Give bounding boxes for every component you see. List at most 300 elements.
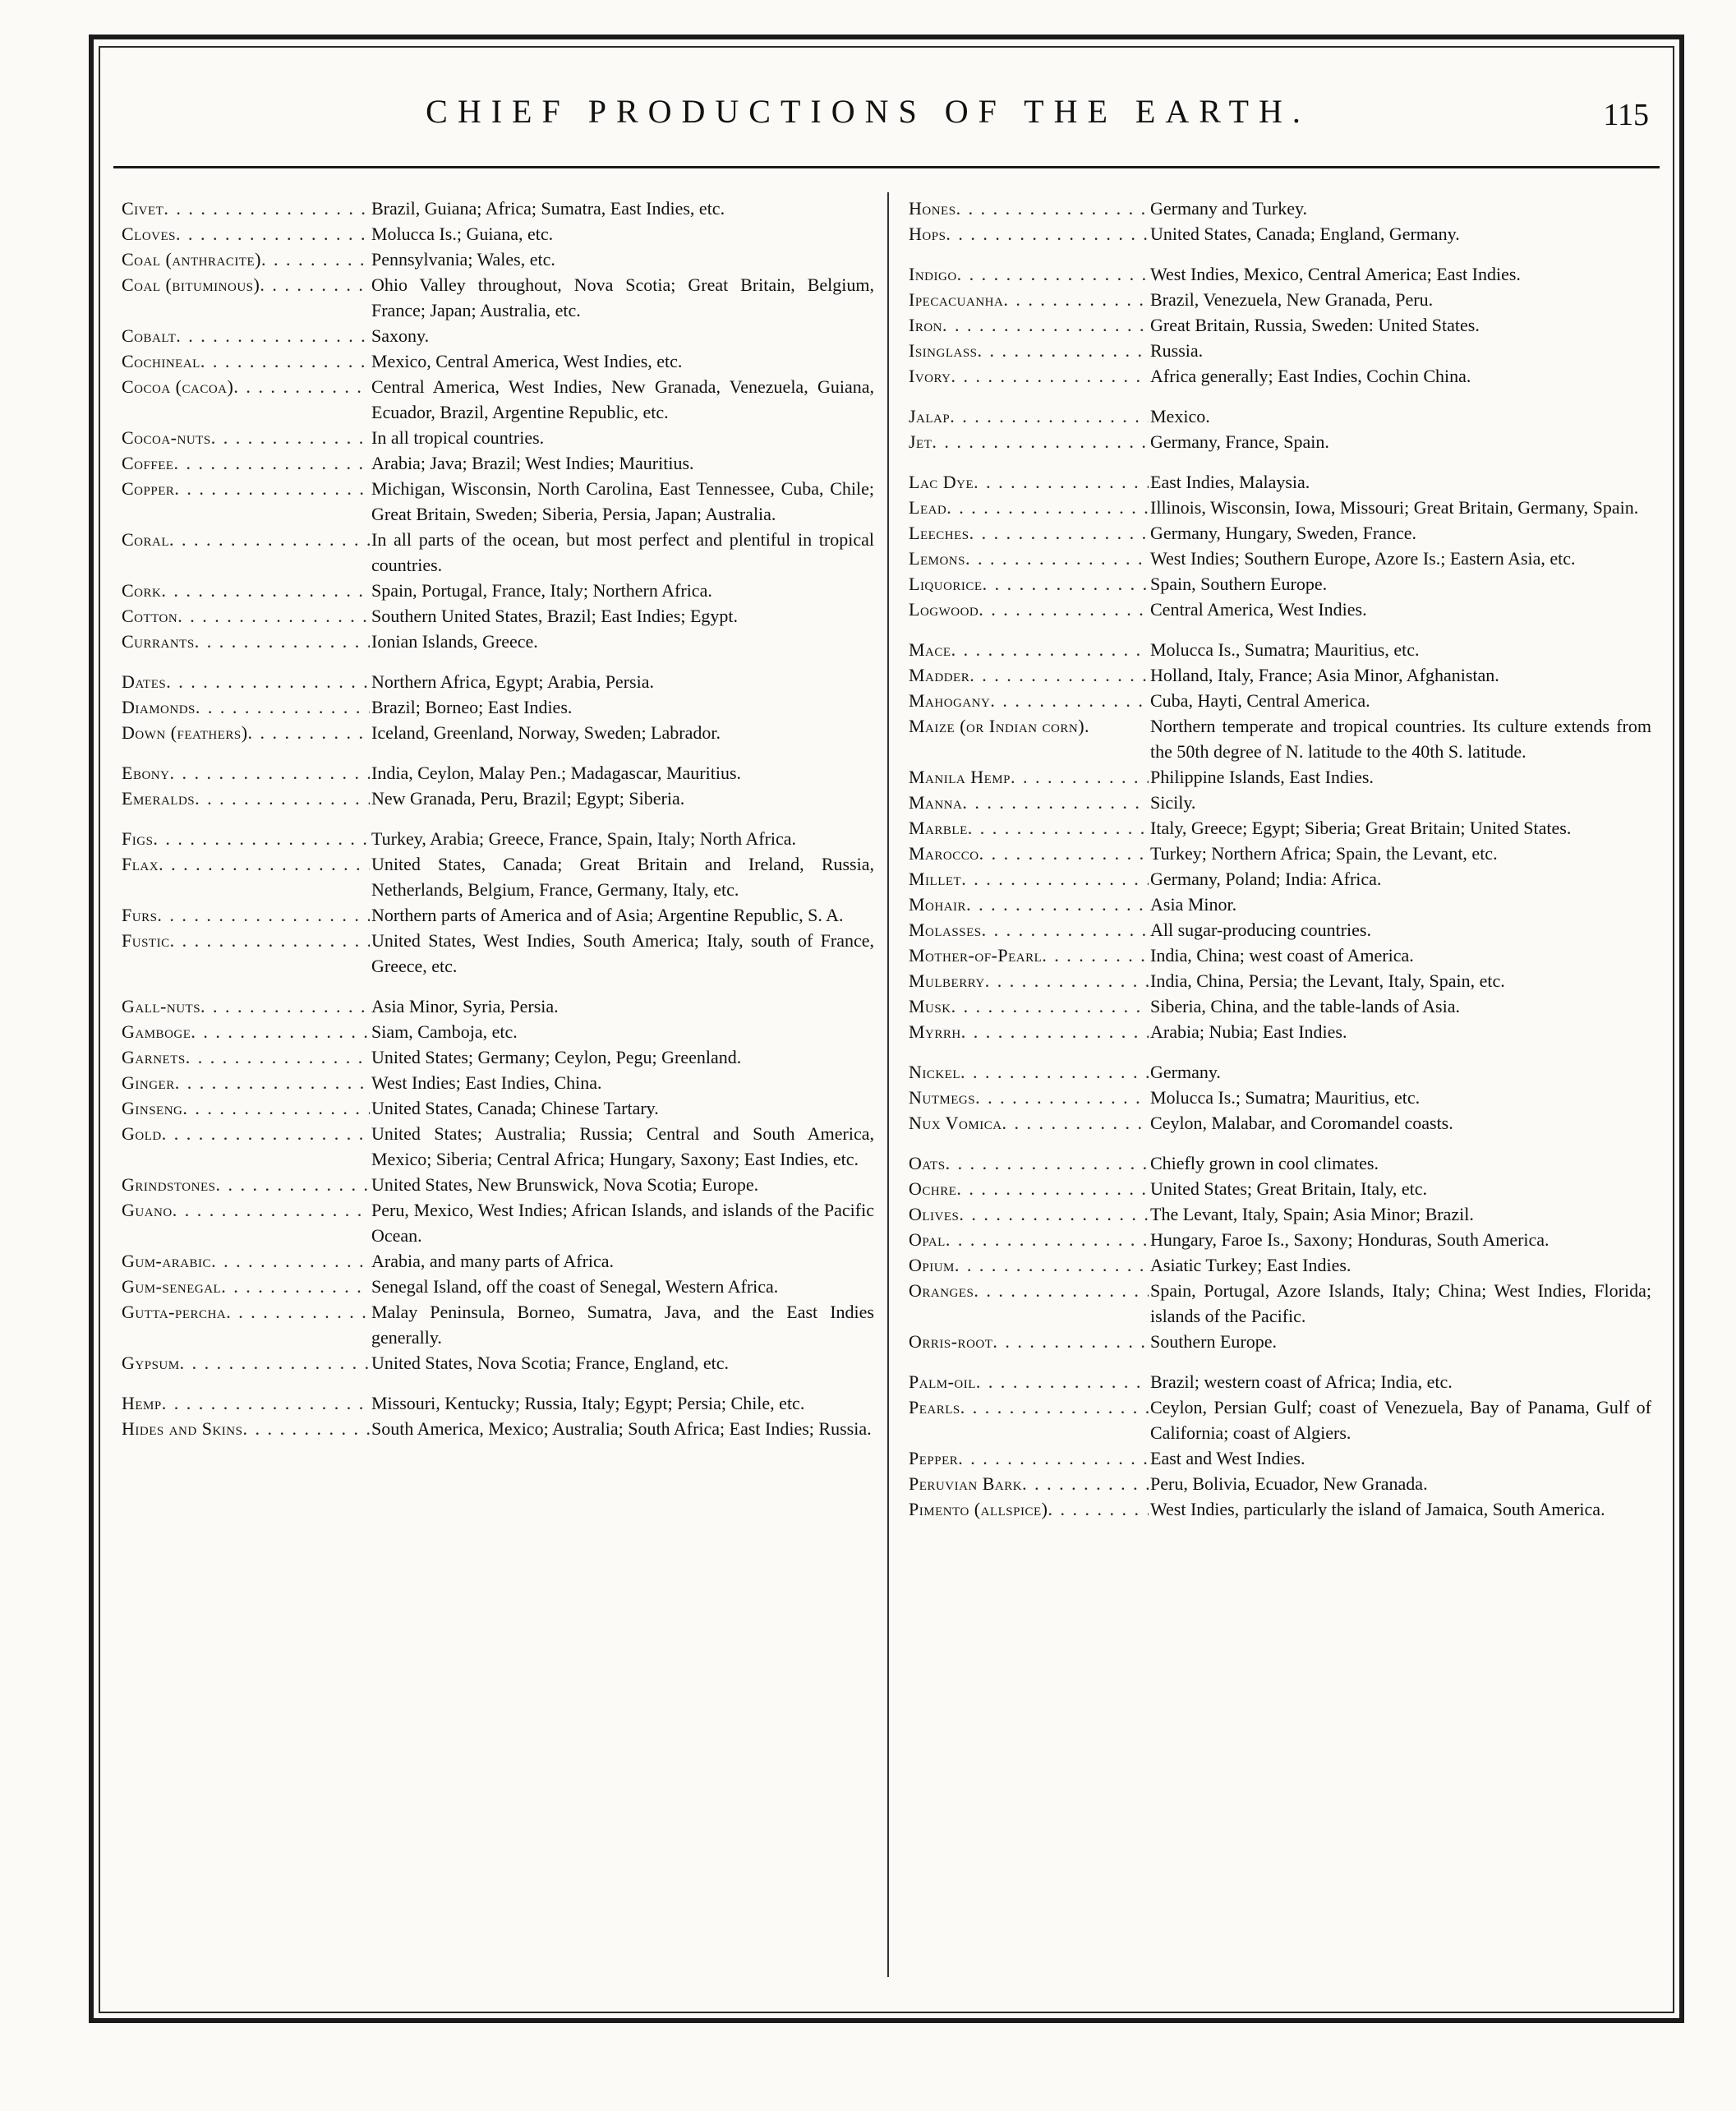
entry-term-cell	[122, 603, 370, 629]
entry-term-cell	[909, 546, 1149, 571]
entry-description: Spain, Southern Europe.	[1150, 574, 1328, 594]
entry-description: United States, Canada; Great Britain and Ireland, Russia, Netherlands, Belgium, France, Germany, Italy, etc.	[371, 854, 874, 900]
entry-description: Southern Europe.	[1150, 1331, 1277, 1352]
leader-dots	[159, 851, 370, 902]
entry-term: Jalap	[909, 406, 951, 426]
production-entry	[909, 1329, 1651, 1354]
entry-description: United States, Canada; Chinese Tartary.	[371, 1098, 659, 1118]
entry-term-cell	[909, 815, 1149, 841]
entry-term: Logwood	[909, 599, 979, 620]
entry-description: Africa generally; East Indies, Cochin China.	[1150, 366, 1471, 386]
entry-term: Jet	[909, 431, 932, 452]
leader-dots	[956, 1176, 1149, 1201]
entry-description: Russia.	[1150, 340, 1204, 361]
leader-dots	[221, 1274, 370, 1299]
entry-term-cell	[909, 662, 1149, 688]
entry-description: West Indies, Mexico, Central America; East Indies.	[1150, 264, 1521, 284]
leader-dots	[174, 450, 370, 476]
entry-term: Manna	[909, 792, 963, 813]
entry-term-cell	[909, 312, 1149, 338]
production-entry	[909, 287, 1651, 312]
production-entry	[122, 1390, 874, 1416]
entry-description: Arabia; Nubia; East Indies.	[1150, 1021, 1347, 1042]
entry-description: Brazil, Guiana; Africa; Sumatra, East Indies, etc.	[371, 198, 725, 219]
entry-term: Liquorice	[909, 574, 983, 594]
entry-description: Arabia; Java; Brazil; West Indies; Mauritius.	[371, 453, 694, 473]
entry-description: Hungary, Faroe Is., Saxony; Honduras, South America.	[1150, 1229, 1550, 1250]
leader-dots	[215, 1172, 370, 1197]
leader-dots	[248, 720, 370, 745]
entry-term-cell	[122, 694, 370, 720]
production-entry	[909, 546, 1651, 571]
entry-description: East and West Indies.	[1150, 1448, 1305, 1468]
entry-term: Currants	[122, 631, 195, 652]
production-entry	[122, 629, 874, 654]
entry-term: Cochineal	[122, 351, 200, 371]
entry-term: Ipecacuanha	[909, 289, 1004, 310]
production-entry	[122, 851, 874, 902]
entry-description: Northern parts of America and of Asia; Argentine Republic, S. A.	[371, 905, 844, 925]
production-entry	[122, 1121, 874, 1172]
leader-dots	[153, 826, 370, 851]
entry-term-cell	[909, 1227, 1149, 1252]
production-entry	[909, 790, 1651, 815]
entry-term: Cloves	[122, 224, 177, 244]
entry-description: Saxony.	[371, 325, 430, 346]
entry-term-cell	[909, 1445, 1149, 1471]
entry-description: Germany, France, Spain.	[1150, 431, 1329, 452]
entry-term-cell	[909, 993, 1149, 1019]
entry-description: United States, Nova Scotia; France, England, etc.	[371, 1353, 729, 1373]
entry-term: Cocoa (cacoa)	[122, 376, 234, 397]
production-entry	[909, 520, 1651, 546]
entry-term-cell	[909, 1085, 1149, 1110]
entry-term: Furs	[122, 905, 158, 925]
entry-term: Mace	[909, 639, 951, 660]
leader-dots	[932, 429, 1149, 454]
entry-description: Malay Peninsula, Borneo, Sumatra, Java, and the East Indies generally.	[371, 1302, 874, 1348]
entry-term-cell	[122, 760, 370, 786]
entry-description: Chiefly grown in cool climates.	[1150, 1153, 1379, 1173]
entry-term-cell	[909, 287, 1149, 312]
entry-description: Great Britain, Russia, Sweden: United States.	[1150, 315, 1480, 335]
leader-dots	[186, 1044, 370, 1070]
entry-term: Cobalt	[122, 325, 177, 346]
entry-term-cell	[122, 928, 370, 979]
entry-term: Indigo	[909, 264, 957, 284]
leader-dots	[946, 1227, 1149, 1252]
entry-description: Mexico.	[1150, 406, 1210, 426]
entry-term: Leeches	[909, 523, 969, 543]
leader-dots	[955, 1252, 1149, 1278]
header-rule	[113, 166, 1660, 168]
entry-term-cell	[909, 790, 1149, 815]
entry-term: Down (feathers)	[122, 722, 248, 743]
entry-term-cell	[909, 1496, 1149, 1522]
entry-description: The Levant, Italy, Spain; Asia Minor; Brazil.	[1150, 1204, 1474, 1224]
entry-description: Germany.	[1150, 1062, 1221, 1082]
entry-description: Brazil, Venezuela, New Granada, Peru.	[1150, 289, 1434, 310]
leader-dots	[976, 1369, 1149, 1394]
entry-description: Siam, Camboja, etc.	[371, 1021, 518, 1042]
production-entry	[909, 495, 1651, 520]
entry-term-cell	[909, 713, 1149, 764]
entry-description: Turkey; Northern Africa; Spain, the Levant, etc.	[1150, 843, 1498, 864]
leader-dots	[1048, 1496, 1149, 1522]
production-entry	[122, 902, 874, 928]
leader-dots	[162, 1121, 370, 1172]
entry-term-cell	[909, 892, 1149, 917]
entry-term-cell	[122, 669, 370, 694]
entry-term: Lac Dye	[909, 472, 974, 492]
entry-term: Ebony	[122, 763, 170, 783]
entry-description: Italy, Greece; Egypt; Siberia; Great Britain; United States.	[1150, 818, 1572, 838]
production-entry	[909, 1278, 1651, 1329]
entry-term-cell	[909, 943, 1149, 968]
leader-dots	[191, 1019, 370, 1044]
entry-description: South America, Mexico; Australia; South Africa; East Indies; Russia.	[371, 1418, 872, 1439]
leader-dots	[176, 323, 370, 348]
entry-term: Oats	[909, 1153, 946, 1173]
production-entry	[122, 374, 874, 425]
leader-dots	[162, 1390, 370, 1416]
entry-description: Philippine Islands, East Indies.	[1150, 767, 1374, 787]
entry-term-cell	[909, 363, 1149, 389]
production-entry	[122, 450, 874, 476]
entry-term-cell	[122, 374, 370, 425]
production-entry	[909, 968, 1651, 993]
entry-description: East Indies, Malaysia.	[1150, 472, 1310, 492]
entry-term: Cork	[122, 580, 162, 601]
production-entry	[909, 943, 1651, 968]
entry-description: Germany, Poland; India: Africa.	[1150, 869, 1382, 889]
leader-dots	[211, 1248, 370, 1274]
entry-term-cell	[122, 1044, 370, 1070]
production-entry	[122, 476, 874, 527]
leader-dots	[175, 1070, 370, 1095]
production-entry	[909, 713, 1651, 764]
entry-term-cell	[909, 196, 1149, 221]
leader-dots	[942, 312, 1149, 338]
entry-term: Orris-root	[909, 1331, 993, 1352]
entry-term-cell	[909, 1059, 1149, 1085]
entry-term: Coffee	[122, 453, 174, 473]
leader-dots	[978, 338, 1149, 363]
entry-term-cell	[122, 247, 370, 272]
entry-term-cell	[909, 1176, 1149, 1201]
production-entry	[122, 786, 874, 811]
entry-description: United States; Great Britain, Italy, etc.	[1150, 1178, 1428, 1199]
production-entry	[909, 571, 1651, 597]
entry-term: Gold	[122, 1123, 162, 1144]
entry-description: In all tropical countries.	[371, 427, 545, 448]
entry-term-cell	[909, 520, 1149, 546]
entry-description: Northern Africa, Egypt; Arabia, Persia.	[371, 671, 654, 692]
leader-dots	[959, 1201, 1149, 1227]
entry-term: Millet	[909, 869, 962, 889]
leader-dots	[260, 272, 370, 323]
entry-term: Gall-nuts	[122, 996, 201, 1016]
entry-description: All sugar-producing countries.	[1150, 920, 1371, 940]
entry-term: Coal (anthracite)	[122, 249, 261, 270]
entry-term-cell	[122, 1197, 370, 1248]
entry-term: Hones	[909, 198, 956, 219]
entry-term: Manila Hemp	[909, 767, 1011, 787]
entry-description: Molucca Is.; Sumatra; Mauritius, etc.	[1150, 1087, 1421, 1108]
entry-term-cell	[122, 851, 370, 902]
production-entry	[122, 1350, 874, 1376]
leader-dots	[961, 866, 1149, 892]
production-entry	[122, 826, 874, 851]
production-entry	[909, 815, 1651, 841]
entry-description: United States, New Brunswick, Nova Scotia; Europe.	[371, 1174, 759, 1195]
entry-term-cell	[122, 425, 370, 450]
leader-dots	[951, 993, 1149, 1019]
column-divider	[887, 192, 889, 1977]
leader-dots	[958, 1445, 1149, 1471]
entry-term-cell	[909, 1329, 1149, 1354]
entry-term: Ginger	[122, 1072, 175, 1093]
entry-term: Iron	[909, 315, 942, 335]
entry-term: Dates	[122, 671, 167, 692]
entry-description: Peru, Mexico, West Indies; African Islands, and islands of the Pacific Ocean.	[371, 1200, 874, 1246]
leader-dots	[965, 546, 1149, 571]
leader-dots	[163, 196, 370, 221]
leader-dots	[180, 1350, 370, 1376]
production-entry	[909, 1471, 1651, 1496]
production-entry	[909, 1176, 1651, 1201]
production-entry	[122, 760, 874, 786]
entry-description: United States; Australia; Russia; Central and South America, Mexico; Siberia; Central Africa; Hungary, Saxony; East Indies, etc.	[371, 1123, 874, 1169]
entry-description: West Indies; East Indies, China.	[371, 1072, 602, 1093]
production-entry	[909, 196, 1651, 221]
production-entry	[122, 425, 874, 450]
production-entry	[909, 1110, 1651, 1136]
entry-description: India, China; west coast of America.	[1150, 945, 1414, 966]
leader-dots	[226, 1299, 370, 1350]
leader-dots	[177, 603, 370, 629]
entry-term-cell	[909, 597, 1149, 622]
entry-description: Cuba, Hayti, Central America.	[1150, 690, 1370, 711]
production-entry	[909, 312, 1651, 338]
production-entry	[909, 866, 1651, 892]
entry-term-cell	[909, 764, 1149, 790]
entry-description: Asia Minor, Syria, Persia.	[371, 996, 559, 1016]
production-entry	[122, 1299, 874, 1350]
production-entry	[909, 1252, 1651, 1278]
entry-description: Spain, Portugal, Azore Islands, Italy; China; West Indies, Florida; islands of the Pacific.	[1150, 1280, 1651, 1326]
leader-dots	[950, 403, 1149, 429]
entry-term: Nux Vomica	[909, 1113, 1002, 1133]
entry-description: India, China, Persia; the Levant, Italy, Spain, etc.	[1150, 970, 1505, 991]
leader-dots	[261, 247, 370, 272]
entry-description: Southern United States, Brazil; East Indies; Egypt.	[371, 606, 739, 626]
production-entry	[909, 221, 1651, 247]
entry-term-cell	[122, 450, 370, 476]
entry-term: Peruvian Bark	[909, 1473, 1023, 1494]
entry-term-cell	[909, 1150, 1149, 1176]
leader-dots	[969, 520, 1149, 546]
entry-description: Asia Minor.	[1150, 894, 1237, 915]
entry-description: Asiatic Turkey; East Indies.	[1150, 1255, 1352, 1275]
entry-term-cell	[122, 1248, 370, 1274]
production-entry	[909, 1201, 1651, 1227]
entry-term: Hops	[909, 224, 946, 244]
entry-term-cell	[909, 968, 1149, 993]
entry-term-cell	[122, 1121, 370, 1172]
leader-dots	[242, 1416, 370, 1441]
entry-description: Central America, West Indies, New Granada, Venezuela, Guiana, Ecuador, Brazil, Argentine Republic, etc.	[371, 376, 874, 422]
entry-term-cell	[122, 720, 370, 745]
entry-term-cell	[122, 902, 370, 928]
production-entry	[909, 764, 1651, 790]
entry-description: Pennsylvania; Wales, etc.	[371, 249, 555, 270]
entry-description: West Indies; Southern Europe, Azore Is.; Eastern Asia, etc.	[1150, 548, 1576, 569]
entry-term: Gypsum	[122, 1353, 180, 1373]
entry-term-cell	[122, 629, 370, 654]
production-entry	[122, 1070, 874, 1095]
production-entry	[122, 928, 874, 979]
entry-term: Pimento (allspice)	[909, 1499, 1048, 1519]
entry-term-cell	[909, 637, 1149, 662]
production-entry	[122, 1248, 874, 1274]
production-entry	[909, 469, 1651, 495]
leader-dots	[974, 1278, 1149, 1329]
leader-dots	[968, 815, 1149, 841]
production-entry	[909, 1227, 1651, 1252]
production-entry	[909, 1445, 1651, 1471]
leader-dots	[960, 1394, 1149, 1445]
entry-term: Hides and Skins	[122, 1418, 243, 1439]
entry-term-cell	[909, 841, 1149, 866]
entry-description: Brazil; Borneo; East Indies.	[371, 697, 573, 717]
leader-dots	[974, 469, 1149, 495]
entry-description: Arabia, and many parts of Africa.	[371, 1251, 615, 1271]
entry-description: Siberia, China, and the table-lands of Asia.	[1150, 996, 1460, 1016]
entry-term: Opium	[909, 1255, 955, 1275]
entry-term-cell	[122, 348, 370, 374]
entry-description: West Indies, particularly the island of Jamaica, South America.	[1150, 1499, 1605, 1519]
production-entry	[122, 993, 874, 1019]
entry-term: Ochre	[909, 1178, 957, 1199]
entry-term-cell	[122, 323, 370, 348]
entry-description: Central America, West Indies.	[1150, 599, 1367, 620]
production-entry	[122, 578, 874, 603]
leader-dots	[990, 688, 1149, 713]
entry-term-cell	[122, 196, 370, 221]
leader-dots	[157, 902, 370, 928]
entry-term-cell	[909, 917, 1149, 943]
entry-term: Mother-of-Pearl	[909, 945, 1043, 966]
leader-dots	[169, 527, 370, 578]
leader-dots	[1011, 764, 1149, 790]
entry-description: Peru, Bolivia, Ecuador, New Granada.	[1150, 1473, 1428, 1494]
entry-term: Opal	[909, 1229, 946, 1250]
entry-term-cell	[909, 221, 1149, 247]
entry-term-cell	[122, 476, 370, 527]
entry-term-cell	[122, 786, 370, 811]
entry-description: Holland, Italy, France; Asia Minor, Afghanistan.	[1150, 665, 1499, 685]
production-entry	[122, 323, 874, 348]
entry-term-cell	[122, 1299, 370, 1350]
entry-description: Spain, Portugal, France, Italy; Northern Africa.	[371, 580, 712, 601]
entry-term: Gum-arabic	[122, 1251, 212, 1271]
entry-term: Oranges	[909, 1280, 974, 1301]
leader-dots	[946, 221, 1149, 247]
production-entry	[122, 272, 874, 323]
production-entry	[909, 1394, 1651, 1445]
entry-term-cell	[909, 1278, 1149, 1329]
production-entry	[122, 348, 874, 374]
entry-description: Senegal Island, off the coast of Senegal, Western Africa.	[371, 1276, 779, 1297]
entry-term-cell	[122, 826, 370, 851]
entry-term-cell	[122, 1070, 370, 1095]
entry-description: Mexico, Central America, West Indies, etc.	[371, 351, 683, 371]
entry-term: Maize (or Indian corn).	[909, 716, 1090, 736]
leader-dots	[211, 425, 370, 450]
production-entry	[909, 637, 1651, 662]
entry-term-cell	[122, 1350, 370, 1376]
entry-term: Gum-senegal	[122, 1276, 222, 1297]
leader-dots	[975, 1085, 1149, 1110]
leader-dots	[969, 662, 1149, 688]
leader-dots	[196, 694, 370, 720]
entry-term-cell	[122, 1095, 370, 1121]
entry-term: Copper	[122, 478, 175, 499]
right-column	[909, 196, 1651, 1522]
entry-description: United States, West Indies, South America; Italy, south of France, Greece, etc.	[371, 930, 874, 976]
production-entry	[122, 1172, 874, 1197]
leader-dots	[233, 374, 370, 425]
leader-dots	[200, 348, 370, 374]
leader-dots	[951, 363, 1149, 389]
leader-dots	[992, 1329, 1149, 1354]
entry-term: Mahogany	[909, 690, 991, 711]
leader-dots	[1022, 1471, 1149, 1496]
entry-term-cell	[122, 1019, 370, 1044]
entry-term: Pepper	[909, 1448, 959, 1468]
entry-term: Cocoa-nuts	[122, 427, 211, 448]
entry-term-cell	[909, 866, 1149, 892]
page-title: CHIEF PRODUCTIONS OF THE EARTH.	[426, 93, 1310, 130]
entry-term-cell	[122, 221, 370, 247]
entry-description: Molucca Is., Sumatra; Mauritius, etc.	[1150, 639, 1420, 660]
leader-dots	[966, 892, 1149, 917]
entry-term: Diamonds	[122, 697, 196, 717]
entry-term-cell	[122, 993, 370, 1019]
entry-term-cell	[909, 571, 1149, 597]
leader-dots	[946, 495, 1149, 520]
entry-term: Nutmegs	[909, 1087, 976, 1108]
leader-dots	[1002, 1110, 1149, 1136]
entry-term: Guano	[122, 1200, 173, 1220]
production-entry	[909, 338, 1651, 363]
production-entry	[909, 688, 1651, 713]
entry-term-cell	[122, 1274, 370, 1299]
entry-term: Cotton	[122, 606, 178, 626]
entry-description: United States; Germany; Ceylon, Pegu; Greenland.	[371, 1047, 742, 1067]
entry-description: Northern temperate and tropical countries. Its culture extends from the 50th degree of N. latitude to the 40th S. latitude.	[1150, 716, 1651, 762]
entry-term: Madder	[909, 665, 970, 685]
entry-term-cell	[909, 429, 1149, 454]
entry-term-cell	[122, 578, 370, 603]
entry-term: Coral	[122, 529, 170, 550]
entry-term: Marocco	[909, 843, 979, 864]
leader-dots	[957, 261, 1149, 287]
entry-term-cell	[122, 1416, 370, 1441]
entry-term: Pearls	[909, 1397, 960, 1417]
production-entry	[122, 1019, 874, 1044]
